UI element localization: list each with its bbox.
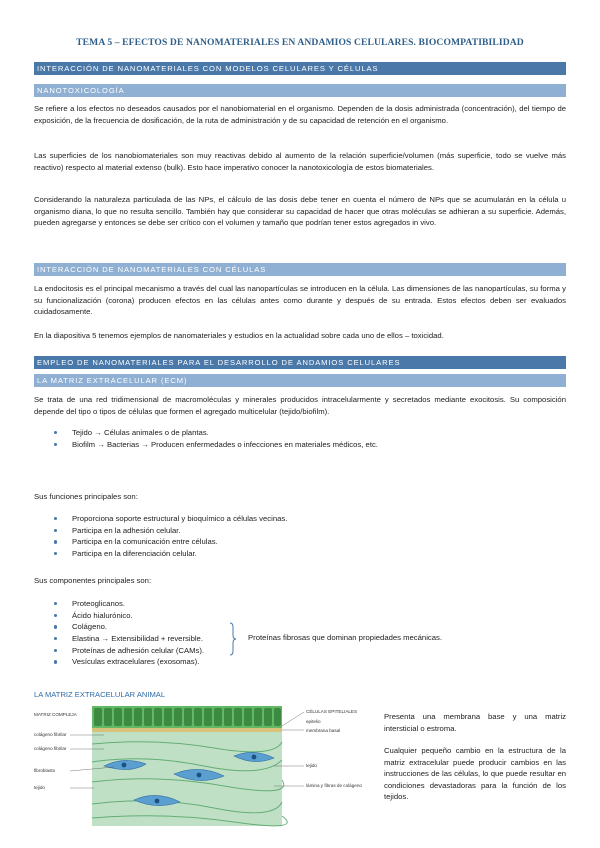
cells-paragraph-1: La endocitosis es el principal mecanismo a través del cual las nanopartículas se introducen en la célula. Las dimensiones de las nanopartículas, su forma y su funcionalización (corona) producen efectos en las células antes como durante y después de su entrada. Estos efectos deben ser evaluados cuidadosamente. — [34, 284, 566, 317]
figure-description-2: Cualquier pequeño cambio en la estructura de la matriz extracelular puede producir cambios en las instrucciones de las células, lo que puede resultar en condiciones devastadoras para la función de los tejidos. — [384, 746, 566, 802]
bullet-icon — [54, 552, 57, 555]
components-heading: Sus componentes principales son: — [34, 576, 152, 585]
nanotox-paragraph-1: Se refiere a los efectos no deseados causados por el nanobiomaterial en el organismo. Dependen de la dosis administrada (concentración), del tiempo de exposición, de la frecuencia de dosificación, de la ruta de administración y de su capacidad de retención en el organismo. — [34, 104, 566, 125]
list-item: Colágeno. — [34, 621, 566, 633]
document-title: TEMA 5 – EFECTOS DE NANOMATERIALES EN ANDAMIOS CELULARES. BIOCOMPATIBILIDAD — [76, 37, 524, 48]
bullet-icon — [54, 602, 57, 605]
fibrous-proteins-note: Proteínas fibrosas que dominan propiedades mecánicas. — [248, 633, 443, 642]
figure-label-right-3: membrana basal — [306, 728, 341, 733]
functions-heading: Sus funciones principales son: — [34, 492, 138, 501]
figure-label-left-4: fibroblasto — [34, 768, 56, 773]
bullet-icon — [54, 443, 57, 446]
section-header-scaffolds: EMPLEO DE NANOMATERIALES PARA EL DESARROLLO DE ANDAMIOS CELULARES — [34, 356, 566, 369]
list-item: Proteoglicanos. — [34, 598, 566, 610]
ecm-diagram — [34, 704, 374, 830]
list-item: Participa en la adhesión celular. — [34, 525, 566, 537]
figure-label-left-5: tejido — [34, 785, 45, 790]
figure-label-right-5: lámina y fibras de colágeno — [306, 783, 362, 788]
bullet-icon — [54, 431, 57, 434]
list-item: Tejido → Células animales o de plantas. — [34, 427, 566, 439]
subsection-header-ecm: LA MATRIZ EXTRACELULAR (ECM) — [34, 374, 566, 387]
figure-label-right-2: epitelio — [306, 719, 321, 724]
list-item: Ácido hialurónico. — [34, 610, 566, 622]
subsection-header-nanotoxicology: NANOTOXICOLOGÍA — [34, 84, 566, 97]
list-item: Participa en la comunicación entre células. — [34, 536, 566, 548]
ecm-paragraph: Se trata de una red tridimensional de macromoléculas y minerales producidos intracelularmente y secretados mediante exocitosis. Su composición depende del tipo o tipos de células que formen el agregado multicelular (tejido/biofilm). — [34, 395, 566, 416]
list-item: Elastina → Extensibilidad + reversible. — [34, 633, 566, 645]
bullet-icon — [54, 649, 57, 652]
list-item: Vesículas extracelulares (exosomas). — [34, 656, 566, 668]
ecm-types-list — [34, 427, 566, 450]
list-item: Proteínas de adhesión celular (CAMs). — [34, 645, 566, 657]
figure-label-left-1: MATRIZ COMPLEJA — [34, 712, 77, 717]
nanotox-paragraph-3: Considerando la naturaleza particulada de las NPs, el cálculo de las dosis debe tener en cuenta el número de NPs que se acumularán en la célula u organismo diana, lo que no resulta sencillo. También hay que considerar su capacidad de hacer que otras moléculas se adhieran a su superficie. Además, pueden agregarse y entonces se debe ser crítico con el volumen y tamaño que podrían tener estos agregados in vivo. — [34, 195, 566, 228]
bullet-icon — [54, 540, 57, 543]
list-item: Participa en la diferenciación celular. — [34, 548, 566, 560]
bullet-icon — [54, 517, 57, 520]
figure-label-right-1: CÉLULAS EPITELIALES — [306, 709, 358, 714]
bullet-icon — [54, 529, 57, 532]
figure-title: LA MATRIZ EXTRACELULAR ANIMAL — [34, 690, 166, 699]
figure-label-right-4: tejido — [306, 763, 317, 768]
figure-label-left-2: colágeno fibrilar — [34, 732, 67, 737]
cells-paragraph-2: En la diapositiva 5 tenemos ejemplos de nanomateriales y estudios en la actualidad sobre cada uno de ellos – toxicidad. — [34, 331, 444, 340]
ecm-illustration — [34, 704, 374, 830]
section-header-interaction: INTERACCIÓN DE NANOMATERIALES CON MODELOS CELULARES Y CÉLULAS — [34, 62, 566, 75]
subsection-header-cells: INTERACCIÓN DE NANOMATERIALES CON CÉLULAS — [34, 263, 566, 276]
bullet-icon — [54, 637, 57, 640]
list-item: Biofilm → Bacterias → Producen enfermedades o infecciones en materiales médicos, etc. — [34, 439, 566, 451]
figure-description-1: Presenta una membrana base y una matriz intersticial o estroma. — [384, 712, 566, 733]
bullet-icon — [54, 660, 57, 663]
functions-list — [34, 513, 566, 560]
bullet-icon — [54, 614, 57, 617]
figure-label-left-3: colágeno fibrilar — [34, 746, 67, 751]
bullet-icon — [54, 625, 57, 628]
nanotox-paragraph-2: Las superficies de los nanobiomateriales son muy reactivas debido al aumento de la relación superficie/volumen (más superficie, todo se vuelve más reactivo) respecto al material extenso (bulk). Esto hace imperativo conocer la nanotoxicología de estos biomateriales. — [34, 151, 566, 172]
list-item: Proporciona soporte estructural y bioquímico a células vecinas. — [34, 513, 566, 525]
curly-brace-icon — [229, 622, 237, 656]
